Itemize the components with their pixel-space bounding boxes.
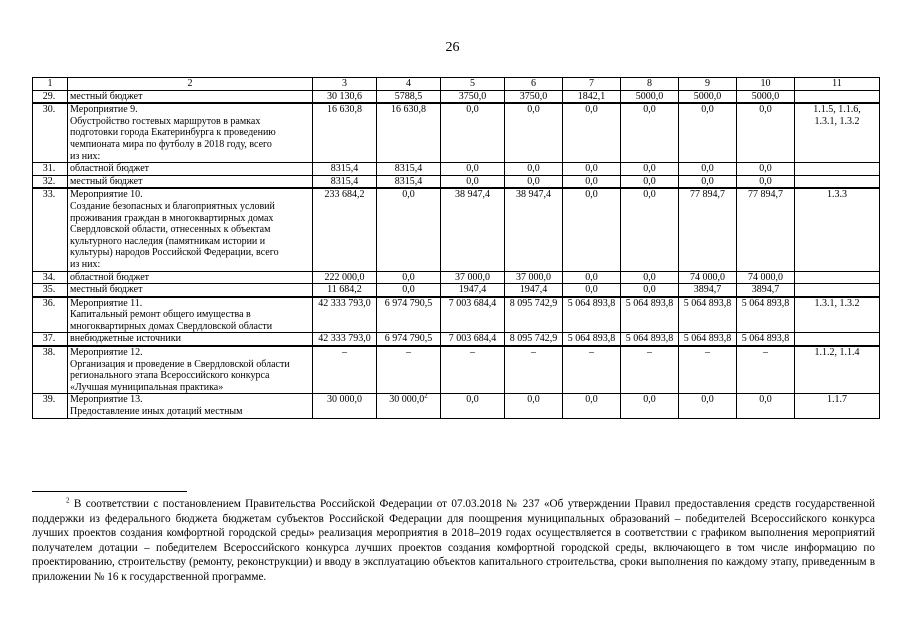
description-cell: Мероприятие 12. Организация и проведение в Свердловской области регионального этапа Всероссийского конкурса «Лучшая муниципальная практика» [68, 346, 313, 394]
column-header: 8 [621, 78, 679, 91]
value-cell: 8315,4 [377, 163, 441, 176]
description-cell: местный бюджет [68, 175, 313, 188]
value-cell: 1947,4 [441, 284, 505, 297]
row-number-cell: 29. [33, 90, 68, 103]
value-cell: 0,0 [621, 188, 679, 271]
description-cell: Мероприятие 13. Предоставление иных дотаций местным [68, 394, 313, 418]
target-indicator-cell: 1.1.2, 1.1.4 [795, 346, 880, 394]
row-number-cell: 30. [33, 103, 68, 162]
value-cell: 30 000,0 [313, 394, 377, 418]
description-cell: Мероприятие 9. Обустройство гостевых маршрутов в рамках подготовки города Екатеринбурга к проведению чемпионата мира по футболу в 2018 году, всего из них: [68, 103, 313, 162]
value-cell: 0,0 [563, 394, 621, 418]
target-indicator-cell [795, 271, 880, 284]
description-cell: областной бюджет [68, 271, 313, 284]
value-cell: – [441, 346, 505, 394]
value-cell: 5000,0 [621, 90, 679, 103]
footnote-marker: 2 [66, 496, 70, 505]
value-cell: 42 333 793,0 [313, 297, 377, 333]
value-cell: 38 947,4 [505, 188, 563, 271]
value-cell: 0,0 [505, 175, 563, 188]
value-cell: 3750,0 [505, 90, 563, 103]
description-cell: местный бюджет [68, 90, 313, 103]
value-cell: 0,0 [563, 188, 621, 271]
value-cell: – [313, 346, 377, 394]
value-cell: 0,0 [563, 103, 621, 162]
value-cell: 6 974 790,5 [377, 297, 441, 333]
value-cell: 0,0 [737, 175, 795, 188]
row-number-cell: 32. [33, 175, 68, 188]
value-cell: 0,0 [441, 163, 505, 176]
target-indicator-cell: 1.1.5, 1.1.6, 1.3.1, 1.3.2 [795, 103, 880, 162]
row-number-cell: 31. [33, 163, 68, 176]
value-cell: – [377, 346, 441, 394]
column-header: 11 [795, 78, 880, 91]
value-cell: 37 000,0 [505, 271, 563, 284]
value-cell: – [621, 346, 679, 394]
value-cell: 5000,0 [679, 90, 737, 103]
program-table [32, 77, 880, 419]
description-cell: внебюджетные источники [68, 333, 313, 346]
value-cell: 8315,4 [313, 163, 377, 176]
value-cell: 11 684,2 [313, 284, 377, 297]
value-cell: 3894,7 [679, 284, 737, 297]
value-cell: 7 003 684,4 [441, 333, 505, 346]
value-cell: 3750,0 [441, 90, 505, 103]
footnote-reference: 2 [424, 393, 428, 401]
value-cell: 0,0 [737, 103, 795, 162]
value-cell: 38 947,4 [441, 188, 505, 271]
value-cell: 0,0 [505, 103, 563, 162]
target-indicator-cell [795, 163, 880, 176]
value-cell: 5 064 893,8 [563, 333, 621, 346]
value-cell: 5 064 893,8 [679, 333, 737, 346]
row-number-cell: 37. [33, 333, 68, 346]
value-cell: 0,0 [737, 394, 795, 418]
value-cell: 0,0 [377, 188, 441, 271]
value-cell: 0,0 [737, 163, 795, 176]
value-cell: 0,0 [377, 271, 441, 284]
value-cell: 5788,5 [377, 90, 441, 103]
value-cell: 3894,7 [737, 284, 795, 297]
value-cell: 0,0 [563, 175, 621, 188]
value-cell: 8315,4 [377, 175, 441, 188]
table-row [33, 175, 880, 188]
column-header: 9 [679, 78, 737, 91]
row-number-cell: 38. [33, 346, 68, 394]
value-cell: – [679, 346, 737, 394]
column-header: 1 [33, 78, 68, 91]
value-cell: 8 095 742,9 [505, 297, 563, 333]
description-cell: Мероприятие 11. Капитальный ремонт общего имущества в многоквартирных домах Свердловской области [68, 297, 313, 333]
value-cell: 222 000,0 [313, 271, 377, 284]
value-cell: 16 630,8 [313, 103, 377, 162]
target-indicator-cell: 1.3.1, 1.3.2 [795, 297, 880, 333]
value-cell: 0,0 [679, 394, 737, 418]
value-cell: 7 003 684,4 [441, 297, 505, 333]
value-cell: 1842,1 [563, 90, 621, 103]
table-row [33, 188, 880, 271]
value-cell: 0,0 [679, 175, 737, 188]
table-row [33, 333, 880, 346]
row-number-cell: 36. [33, 297, 68, 333]
description-cell: областной бюджет [68, 163, 313, 176]
value-cell: 77 894,7 [679, 188, 737, 271]
value-cell: 30 130,6 [313, 90, 377, 103]
value-cell: 0,0 [505, 163, 563, 176]
value-cell: 5 064 893,8 [737, 333, 795, 346]
value-cell: 0,0 [441, 103, 505, 162]
table-row [33, 163, 880, 176]
column-header: 7 [563, 78, 621, 91]
value-cell: 0,0 [621, 271, 679, 284]
value-cell: 0,0 [679, 103, 737, 162]
value-cell: 0,0 [621, 103, 679, 162]
value-cell: 8315,4 [313, 175, 377, 188]
value-cell: 77 894,7 [737, 188, 795, 271]
row-number-cell: 34. [33, 271, 68, 284]
value-cell: 0,0 [505, 394, 563, 418]
row-number-cell: 39. [33, 394, 68, 418]
value-cell: 0,0 [621, 284, 679, 297]
value-cell: 0,0 [563, 271, 621, 284]
value-cell: – [737, 346, 795, 394]
description-cell: местный бюджет [68, 284, 313, 297]
table-row [33, 297, 880, 333]
column-header: 4 [377, 78, 441, 91]
column-header: 6 [505, 78, 563, 91]
footnote-separator [32, 491, 187, 492]
column-header: 3 [313, 78, 377, 91]
value-cell: 0,0 [563, 284, 621, 297]
column-header: 10 [737, 78, 795, 91]
value-cell: 16 630,8 [377, 103, 441, 162]
value-cell: 5 064 893,8 [621, 333, 679, 346]
value-cell: 1947,4 [505, 284, 563, 297]
value-cell: 6 974 790,5 [377, 333, 441, 346]
value-cell: 0,0 [441, 175, 505, 188]
table-row [33, 284, 880, 297]
value-cell: 5 064 893,8 [621, 297, 679, 333]
page-number: 26 [445, 40, 460, 55]
value-cell: 0,0 [441, 394, 505, 418]
value-cell: – [563, 346, 621, 394]
value-cell: 42 333 793,0 [313, 333, 377, 346]
value-cell: 0,0 [621, 394, 679, 418]
target-indicator-cell [795, 284, 880, 297]
value-cell: 5 064 893,8 [737, 297, 795, 333]
column-header: 2 [68, 78, 313, 91]
value-cell: 8 095 742,9 [505, 333, 563, 346]
value-cell: 0,0 [621, 163, 679, 176]
value-cell: 0,0 [621, 175, 679, 188]
target-indicator-cell [795, 90, 880, 103]
value-cell: 74 000,0 [679, 271, 737, 284]
table-row [33, 103, 880, 162]
value-cell: 5 064 893,8 [563, 297, 621, 333]
column-header: 5 [441, 78, 505, 91]
value-cell: 30 000,0$^2$ [377, 394, 441, 418]
value-cell: 5 064 893,8 [679, 297, 737, 333]
row-number-cell: 33. [33, 188, 68, 271]
table-header-row [33, 78, 880, 91]
target-indicator-cell: 1.1.7 [795, 394, 880, 418]
footnote-text: В соответствии с постановлением Правительства Российской Федерации от 07.03.2018 № 237 «Об утверждении Правил предоставления средств государственной поддержки из федерального бюджета бюджетам субъектов Российской Федерации для поощрения муниципальных образований – победителей Всероссийского конкурса лучших проектов создания комфортной городской среды» реализация мероприятия в 2018–2019 годах осуществляется в соответствии с графиком выполнения мероприятий получателем дотации – победителем Всероссийского конкурса лучших проектов создания комфортной городской среды, включающего в том числе информацию по проектированию, строительству (ремонту, реконструкции) и вводу в эксплуатацию объектов капитального строительства, сроки выполнения по каждому этапу, приведенным в приложении № 16 к государственной программе. [32, 498, 876, 583]
footnote [32, 497, 875, 585]
value-cell: 74 000,0 [737, 271, 795, 284]
row-number-cell: 35. [33, 284, 68, 297]
value-cell: 37 000,0 [441, 271, 505, 284]
table-row [33, 90, 880, 103]
value-cell: 5000,0 [737, 90, 795, 103]
value-cell: 0,0 [563, 163, 621, 176]
target-indicator-cell [795, 333, 880, 346]
target-indicator-cell [795, 175, 880, 188]
value-cell: – [505, 346, 563, 394]
table-row [33, 271, 880, 284]
table-row [33, 394, 880, 418]
table-row [33, 346, 880, 394]
value-cell: 0,0 [679, 163, 737, 176]
value-cell: 0,0 [377, 284, 441, 297]
target-indicator-cell: 1.3.3 [795, 188, 880, 271]
value-cell: 233 684,2 [313, 188, 377, 271]
description-cell: Мероприятие 10. Создание безопасных и благоприятных условий проживания граждан в многоквартирных домах Свердловской области, отнесенных к объектам культурного наследия (памятникам истории и культуры) народов Российской Федерации, всего из них: [68, 188, 313, 271]
